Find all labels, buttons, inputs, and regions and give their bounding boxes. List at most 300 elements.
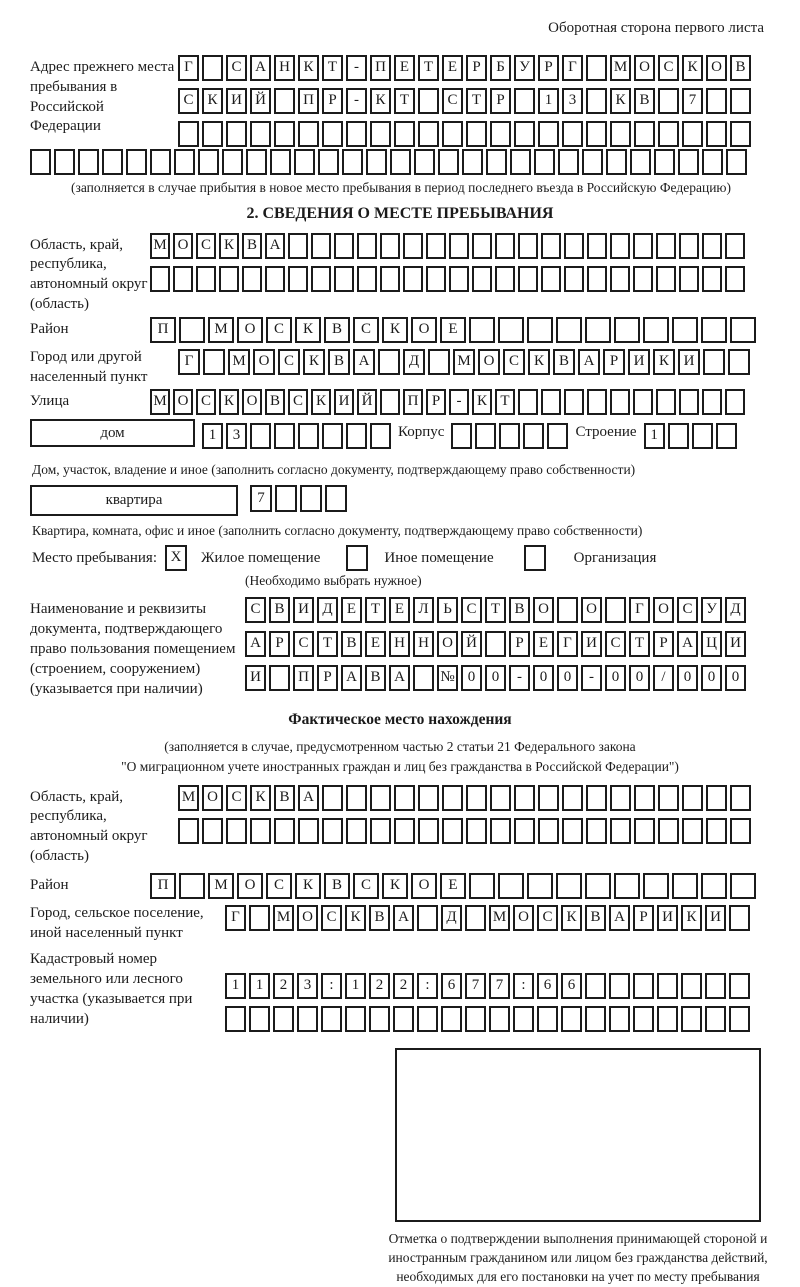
char-cell[interactable]: Г — [178, 55, 199, 81]
char-cell[interactable] — [178, 818, 199, 844]
char-cell[interactable]: 7 — [465, 973, 486, 999]
char-cell[interactable]: О — [202, 785, 223, 811]
char-cell[interactable] — [413, 665, 434, 691]
char-cell[interactable]: К — [382, 873, 408, 899]
char-cell[interactable] — [466, 121, 487, 147]
char-cell[interactable] — [346, 785, 367, 811]
char-cell[interactable] — [490, 121, 511, 147]
char-cell[interactable]: Б — [490, 55, 511, 81]
char-cell[interactable] — [490, 818, 511, 844]
char-cell[interactable] — [449, 266, 469, 292]
char-cell[interactable]: М — [228, 349, 250, 375]
char-cell[interactable]: С — [196, 233, 216, 259]
char-cell[interactable]: У — [701, 597, 722, 623]
char-cell[interactable] — [656, 266, 676, 292]
char-cell[interactable]: В — [509, 597, 530, 623]
char-cell[interactable] — [681, 1006, 702, 1032]
char-cell[interactable]: 0 — [701, 665, 722, 691]
char-cell[interactable] — [634, 121, 655, 147]
char-cell[interactable] — [729, 905, 750, 931]
char-cell[interactable] — [475, 423, 496, 449]
char-cell[interactable]: В — [269, 597, 290, 623]
char-cell[interactable] — [466, 785, 487, 811]
char-cell[interactable]: Д — [317, 597, 338, 623]
char-cell[interactable] — [380, 266, 400, 292]
char-cell[interactable] — [178, 121, 199, 147]
char-cell[interactable] — [390, 149, 411, 175]
char-cell[interactable]: О — [478, 349, 500, 375]
char-cell[interactable]: Н — [274, 55, 295, 81]
char-cell[interactable] — [78, 149, 99, 175]
char-cell[interactable]: 3 — [562, 88, 583, 114]
char-cell[interactable] — [288, 233, 308, 259]
char-cell[interactable]: - — [581, 665, 602, 691]
char-cell[interactable]: 2 — [369, 973, 390, 999]
char-cell[interactable]: О — [411, 317, 437, 343]
char-cell[interactable] — [418, 88, 439, 114]
char-cell[interactable] — [498, 873, 524, 899]
char-cell[interactable]: И — [628, 349, 650, 375]
char-cell[interactable]: Е — [341, 597, 362, 623]
char-cell[interactable] — [701, 317, 727, 343]
char-cell[interactable] — [417, 905, 438, 931]
char-cell[interactable]: Н — [413, 631, 434, 657]
char-cell[interactable]: Г — [178, 349, 200, 375]
char-cell[interactable]: 7 — [489, 973, 510, 999]
char-cell[interactable]: С — [288, 389, 308, 415]
char-cell[interactable]: О — [634, 55, 655, 81]
char-cell[interactable] — [658, 785, 679, 811]
char-cell[interactable] — [274, 121, 295, 147]
char-cell[interactable] — [634, 785, 655, 811]
char-cell[interactable] — [585, 873, 611, 899]
char-cell[interactable] — [394, 121, 415, 147]
char-cell[interactable] — [586, 785, 607, 811]
char-cell[interactable]: Р — [633, 905, 654, 931]
char-cell[interactable]: К — [250, 785, 271, 811]
char-cell[interactable] — [498, 317, 524, 343]
char-cell[interactable]: А — [609, 905, 630, 931]
char-cell[interactable]: : — [321, 973, 342, 999]
char-cell[interactable] — [150, 266, 170, 292]
char-cell[interactable] — [469, 873, 495, 899]
char-cell[interactable] — [656, 233, 676, 259]
char-cell[interactable]: Г — [225, 905, 246, 931]
char-cell[interactable] — [403, 233, 423, 259]
char-cell[interactable] — [728, 349, 750, 375]
char-cell[interactable]: О — [533, 597, 554, 623]
char-cell[interactable] — [334, 233, 354, 259]
char-cell[interactable]: - — [346, 55, 367, 81]
char-cell[interactable]: М — [453, 349, 475, 375]
char-cell[interactable] — [414, 149, 435, 175]
char-cell[interactable] — [318, 149, 339, 175]
char-cell[interactable]: Р — [426, 389, 446, 415]
char-cell[interactable] — [203, 349, 225, 375]
char-cell[interactable]: В — [634, 88, 655, 114]
char-cell[interactable] — [486, 149, 507, 175]
char-cell[interactable] — [587, 389, 607, 415]
char-cell[interactable] — [679, 233, 699, 259]
char-cell[interactable] — [249, 1006, 270, 1032]
char-cell[interactable]: К — [370, 88, 391, 114]
char-cell[interactable]: С — [677, 597, 698, 623]
char-cell[interactable]: К — [303, 349, 325, 375]
char-cell[interactable] — [417, 1006, 438, 1032]
char-cell[interactable]: А — [353, 349, 375, 375]
char-cell[interactable] — [658, 818, 679, 844]
char-cell[interactable]: К — [219, 389, 239, 415]
char-cell[interactable] — [346, 818, 367, 844]
char-cell[interactable] — [585, 973, 606, 999]
char-cell[interactable] — [605, 597, 626, 623]
char-cell[interactable]: 3 — [226, 423, 247, 449]
char-cell[interactable] — [30, 149, 51, 175]
char-cell[interactable] — [179, 873, 205, 899]
char-cell[interactable]: К — [472, 389, 492, 415]
char-cell[interactable] — [725, 233, 745, 259]
char-cell[interactable]: И — [581, 631, 602, 657]
char-cell[interactable] — [510, 149, 531, 175]
char-cell[interactable] — [322, 818, 343, 844]
char-cell[interactable] — [428, 349, 450, 375]
char-cell[interactable] — [610, 389, 630, 415]
char-cell[interactable] — [654, 149, 675, 175]
char-cell[interactable]: Т — [317, 631, 338, 657]
char-cell[interactable] — [534, 149, 555, 175]
char-cell[interactable] — [586, 818, 607, 844]
char-cell[interactable] — [298, 121, 319, 147]
char-cell[interactable] — [393, 1006, 414, 1032]
char-cell[interactable] — [394, 785, 415, 811]
char-cell[interactable]: Т — [365, 597, 386, 623]
char-cell[interactable]: С — [196, 389, 216, 415]
char-cell[interactable] — [610, 785, 631, 811]
char-cell[interactable] — [270, 149, 291, 175]
char-cell[interactable]: О — [706, 55, 727, 81]
char-cell[interactable]: М — [208, 317, 234, 343]
char-cell[interactable] — [606, 149, 627, 175]
char-cell[interactable]: 0 — [677, 665, 698, 691]
char-cell[interactable]: Т — [322, 55, 343, 81]
char-cell[interactable] — [643, 317, 669, 343]
char-cell[interactable]: П — [293, 665, 314, 691]
char-cell[interactable]: В — [730, 55, 751, 81]
char-cell[interactable] — [658, 88, 679, 114]
char-cell[interactable] — [426, 233, 446, 259]
char-cell[interactable] — [321, 1006, 342, 1032]
char-cell[interactable] — [730, 873, 756, 899]
char-cell[interactable] — [311, 266, 331, 292]
char-cell[interactable] — [541, 266, 561, 292]
char-cell[interactable]: : — [513, 973, 534, 999]
char-cell[interactable] — [564, 266, 584, 292]
checkbox-organizatsiya[interactable] — [524, 545, 546, 571]
char-cell[interactable]: 1 — [345, 973, 366, 999]
char-cell[interactable] — [730, 88, 751, 114]
char-cell[interactable] — [298, 818, 319, 844]
char-cell[interactable] — [672, 317, 698, 343]
char-cell[interactable] — [587, 233, 607, 259]
char-cell[interactable] — [527, 873, 553, 899]
char-cell[interactable] — [726, 149, 747, 175]
char-cell[interactable] — [513, 1006, 534, 1032]
char-cell[interactable] — [610, 818, 631, 844]
char-cell[interactable]: В — [585, 905, 606, 931]
char-cell[interactable]: О — [173, 389, 193, 415]
char-cell[interactable]: О — [653, 597, 674, 623]
char-cell[interactable] — [658, 121, 679, 147]
char-cell[interactable] — [657, 1006, 678, 1032]
char-cell[interactable]: У — [514, 55, 535, 81]
char-cell[interactable] — [679, 266, 699, 292]
char-cell[interactable] — [706, 88, 727, 114]
char-cell[interactable] — [564, 389, 584, 415]
char-cell[interactable] — [265, 266, 285, 292]
char-cell[interactable]: И — [657, 905, 678, 931]
char-cell[interactable] — [250, 121, 271, 147]
char-cell[interactable] — [219, 266, 239, 292]
char-cell[interactable] — [730, 121, 751, 147]
char-cell[interactable]: И — [705, 905, 726, 931]
char-cell[interactable] — [705, 1006, 726, 1032]
char-cell[interactable]: № — [437, 665, 458, 691]
char-cell[interactable]: 6 — [441, 973, 462, 999]
char-cell[interactable]: А — [298, 785, 319, 811]
char-cell[interactable] — [729, 1006, 750, 1032]
char-cell[interactable]: В — [553, 349, 575, 375]
char-cell[interactable] — [702, 389, 722, 415]
char-cell[interactable]: И — [725, 631, 746, 657]
char-cell[interactable] — [322, 785, 343, 811]
char-cell[interactable] — [489, 1006, 510, 1032]
char-cell[interactable] — [538, 785, 559, 811]
char-cell[interactable]: Г — [557, 631, 578, 657]
char-cell[interactable] — [518, 266, 538, 292]
char-cell[interactable]: С — [226, 785, 247, 811]
char-cell[interactable] — [656, 389, 676, 415]
char-cell[interactable]: Н — [389, 631, 410, 657]
char-cell[interactable] — [614, 873, 640, 899]
char-cell[interactable]: К — [681, 905, 702, 931]
char-cell[interactable] — [246, 149, 267, 175]
char-cell[interactable]: В — [324, 317, 350, 343]
char-cell[interactable] — [441, 1006, 462, 1032]
char-cell[interactable] — [426, 266, 446, 292]
char-cell[interactable] — [102, 149, 123, 175]
char-cell[interactable]: Е — [533, 631, 554, 657]
char-cell[interactable]: С — [461, 597, 482, 623]
char-cell[interactable]: Й — [250, 88, 271, 114]
char-cell[interactable]: К — [345, 905, 366, 931]
char-cell[interactable]: - — [449, 389, 469, 415]
char-cell[interactable] — [442, 818, 463, 844]
char-cell[interactable] — [300, 485, 322, 512]
char-cell[interactable]: С — [503, 349, 525, 375]
char-cell[interactable] — [179, 317, 205, 343]
char-cell[interactable] — [250, 423, 271, 449]
char-cell[interactable] — [564, 233, 584, 259]
char-cell[interactable] — [472, 266, 492, 292]
char-cell[interactable] — [682, 818, 703, 844]
char-cell[interactable]: О — [253, 349, 275, 375]
char-cell[interactable]: О — [513, 905, 534, 931]
char-cell[interactable] — [514, 785, 535, 811]
char-cell[interactable] — [562, 785, 583, 811]
char-cell[interactable]: Р — [322, 88, 343, 114]
char-cell[interactable] — [657, 973, 678, 999]
char-cell[interactable]: И — [293, 597, 314, 623]
char-cell[interactable] — [610, 233, 630, 259]
char-cell[interactable] — [442, 121, 463, 147]
char-cell[interactable] — [678, 149, 699, 175]
char-cell[interactable]: О — [437, 631, 458, 657]
char-cell[interactable] — [298, 423, 319, 449]
char-cell[interactable] — [630, 149, 651, 175]
char-cell[interactable]: 3 — [297, 973, 318, 999]
char-cell[interactable] — [556, 317, 582, 343]
char-cell[interactable] — [514, 88, 535, 114]
char-cell[interactable]: Д — [403, 349, 425, 375]
char-cell[interactable] — [682, 785, 703, 811]
char-cell[interactable] — [682, 121, 703, 147]
char-cell[interactable] — [198, 149, 219, 175]
char-cell[interactable] — [729, 973, 750, 999]
char-cell[interactable]: С — [226, 55, 247, 81]
char-cell[interactable] — [582, 149, 603, 175]
char-cell[interactable] — [562, 121, 583, 147]
char-cell[interactable] — [370, 423, 391, 449]
char-cell[interactable] — [730, 317, 756, 343]
char-cell[interactable]: А — [341, 665, 362, 691]
char-cell[interactable] — [334, 266, 354, 292]
char-cell[interactable]: 0 — [533, 665, 554, 691]
char-cell[interactable]: В — [324, 873, 350, 899]
char-cell[interactable] — [518, 233, 538, 259]
char-cell[interactable] — [274, 88, 295, 114]
char-cell[interactable] — [403, 266, 423, 292]
char-cell[interactable] — [357, 233, 377, 259]
char-cell[interactable]: М — [610, 55, 631, 81]
char-cell[interactable]: В — [265, 389, 285, 415]
char-cell[interactable] — [322, 423, 343, 449]
char-cell[interactable]: 1 — [249, 973, 270, 999]
char-cell[interactable]: 0 — [557, 665, 578, 691]
char-cell[interactable] — [706, 785, 727, 811]
char-cell[interactable]: Р — [538, 55, 559, 81]
char-cell[interactable]: Г — [562, 55, 583, 81]
char-cell[interactable] — [541, 389, 561, 415]
char-cell[interactable] — [537, 1006, 558, 1032]
char-cell[interactable]: С — [321, 905, 342, 931]
char-cell[interactable]: Т — [418, 55, 439, 81]
char-cell[interactable]: 1 — [644, 423, 665, 449]
char-cell[interactable] — [394, 818, 415, 844]
char-cell[interactable]: М — [208, 873, 234, 899]
char-cell[interactable] — [150, 149, 171, 175]
char-cell[interactable] — [346, 423, 367, 449]
char-cell[interactable]: Е — [365, 631, 386, 657]
char-cell[interactable] — [672, 873, 698, 899]
char-cell[interactable]: О — [411, 873, 437, 899]
char-cell[interactable] — [442, 785, 463, 811]
char-cell[interactable] — [311, 233, 331, 259]
char-cell[interactable]: Т — [495, 389, 515, 415]
char-cell[interactable] — [610, 121, 631, 147]
char-cell[interactable] — [380, 389, 400, 415]
char-cell[interactable] — [449, 233, 469, 259]
char-cell[interactable] — [514, 818, 535, 844]
char-cell[interactable]: С — [293, 631, 314, 657]
char-cell[interactable]: О — [242, 389, 262, 415]
char-cell[interactable]: 1 — [225, 973, 246, 999]
char-cell[interactable]: Ь — [437, 597, 458, 623]
char-cell[interactable] — [294, 149, 315, 175]
char-cell[interactable] — [226, 818, 247, 844]
char-cell[interactable]: К — [219, 233, 239, 259]
char-cell[interactable] — [357, 266, 377, 292]
char-cell[interactable]: К — [561, 905, 582, 931]
char-cell[interactable]: 2 — [273, 973, 294, 999]
char-cell[interactable] — [523, 423, 544, 449]
char-cell[interactable]: К — [298, 55, 319, 81]
char-cell[interactable]: Р — [603, 349, 625, 375]
char-cell[interactable]: А — [677, 631, 698, 657]
char-cell[interactable] — [378, 349, 400, 375]
char-cell[interactable]: Й — [461, 631, 482, 657]
char-cell[interactable] — [297, 1006, 318, 1032]
char-cell[interactable] — [556, 873, 582, 899]
char-cell[interactable]: С — [266, 317, 292, 343]
char-cell[interactable]: В — [365, 665, 386, 691]
char-cell[interactable]: И — [334, 389, 354, 415]
char-cell[interactable]: Ц — [701, 631, 722, 657]
char-cell[interactable]: И — [226, 88, 247, 114]
char-cell[interactable] — [274, 818, 295, 844]
char-cell[interactable] — [418, 818, 439, 844]
char-cell[interactable] — [706, 818, 727, 844]
char-cell[interactable] — [633, 973, 654, 999]
char-cell[interactable]: 7 — [250, 485, 272, 512]
char-cell[interactable]: К — [610, 88, 631, 114]
char-cell[interactable] — [346, 121, 367, 147]
char-cell[interactable] — [466, 818, 487, 844]
char-cell[interactable] — [730, 785, 751, 811]
char-cell[interactable]: О — [297, 905, 318, 931]
char-cell[interactable] — [518, 389, 538, 415]
char-cell[interactable]: С — [353, 873, 379, 899]
char-cell[interactable] — [345, 1006, 366, 1032]
char-cell[interactable]: С — [537, 905, 558, 931]
char-cell[interactable]: Е — [389, 597, 410, 623]
char-cell[interactable] — [174, 149, 195, 175]
char-cell[interactable]: М — [489, 905, 510, 931]
char-cell[interactable]: К — [295, 873, 321, 899]
char-cell[interactable]: С — [605, 631, 626, 657]
char-cell[interactable]: О — [237, 317, 263, 343]
char-cell[interactable]: А — [265, 233, 285, 259]
char-cell[interactable] — [562, 818, 583, 844]
char-cell[interactable] — [490, 785, 511, 811]
char-cell[interactable]: А — [389, 665, 410, 691]
char-cell[interactable] — [633, 1006, 654, 1032]
char-cell[interactable] — [495, 233, 515, 259]
kvartira-box[interactable]: квартира — [30, 485, 238, 516]
char-cell[interactable]: Д — [725, 597, 746, 623]
char-cell[interactable] — [538, 121, 559, 147]
char-cell[interactable] — [547, 423, 568, 449]
char-cell[interactable]: 2 — [393, 973, 414, 999]
